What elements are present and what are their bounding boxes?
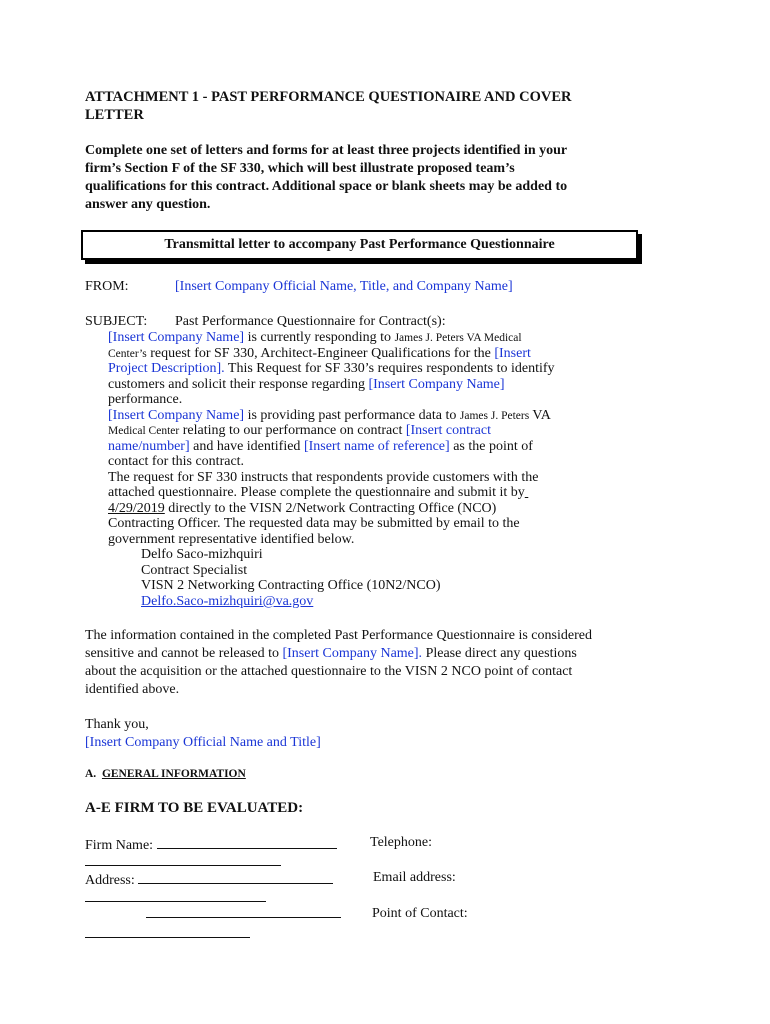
- intro-line-4: answer any question.: [85, 197, 211, 212]
- body-text: and have identified: [189, 439, 304, 454]
- address-input-line-2[interactable]: [146, 904, 341, 918]
- address-input-line-continued[interactable]: [85, 888, 266, 902]
- company-name-placeholder: [Insert Company Name].: [282, 646, 423, 661]
- intro-line-2: firm’s Section F of the SF 330, which will best illustrate proposed team’s: [85, 161, 515, 176]
- body-line: contact for this contract.: [108, 454, 245, 469]
- company-name-placeholder: [Insert Company Name]: [368, 377, 505, 392]
- body-line: [108, 330, 522, 346]
- transmittal-title: Transmittal letter to accompany Past Performance Questionnaire: [164, 237, 555, 252]
- closing-line-3: about the acquisition or the attached questionnaire to the VISN 2 NCO point of contact: [85, 664, 573, 679]
- body-text-small: James J. Peters: [459, 410, 530, 422]
- telephone-label: Telephone:: [370, 835, 432, 850]
- subject-value: Past Performance Questionnaire for Contract(s):: [175, 314, 446, 329]
- body-line: [108, 423, 491, 439]
- address-field: [85, 870, 333, 889]
- body-line: [108, 361, 555, 377]
- address-input-line[interactable]: [138, 870, 333, 884]
- body-text: is currently responding to: [244, 330, 395, 345]
- firm-name-input-line-continued[interactable]: [85, 852, 281, 866]
- body-text: directly to the VISN 2/Network Contracting Office (NCO): [164, 501, 497, 516]
- intro-line-3: qualifications for this contract. Additional space or blank sheets may be added to: [85, 179, 568, 194]
- body-text: VA: [529, 408, 551, 423]
- project-description-placeholder: Project Description].: [108, 361, 225, 376]
- contact-office: VISN 2 Networking Contracting Office (10N2/NCO): [141, 578, 441, 593]
- section-a-label: A.: [85, 768, 97, 780]
- body-text-small: Medical Center: [108, 425, 180, 437]
- body-text: attached questionnaire. Please complete the questionnaire and submit it by: [108, 485, 525, 500]
- project-description-placeholder: [Insert: [494, 346, 531, 361]
- contact-title: Contract Specialist: [141, 563, 248, 578]
- address-label: Address:: [85, 873, 135, 888]
- subject-label: SUBJECT:: [85, 314, 148, 329]
- section-a-title: GENERAL INFORMATION: [101, 768, 246, 780]
- closing-line-2: [85, 645, 577, 663]
- reference-placeholder: [Insert name of reference]: [303, 439, 450, 454]
- thank-you: Thank you,: [85, 717, 149, 732]
- body-line: The request for SF 330 instructs that respondents provide customers with the: [108, 470, 539, 485]
- firm-name-label: Firm Name:: [85, 838, 154, 853]
- body-text: request for SF 330, Architect-Engineer Qualifications for the: [146, 346, 495, 361]
- transmittal-title-box: [81, 230, 638, 260]
- firm-evaluated-heading: A-E FIRM TO BE EVALUATED:: [85, 800, 304, 816]
- point-of-contact-label: Point of Contact:: [372, 906, 468, 921]
- contact-email-link[interactable]: Delfo.Saco-mizhquiri@va.gov: [141, 594, 314, 609]
- document-title-line1: ATTACHMENT 1 - PAST PERFORMANCE QUESTIONAIRE AND COVER: [85, 89, 572, 105]
- body-line: [108, 501, 496, 517]
- closing-line-1: The information contained in the completed Past Performance Questionnaire is considered: [85, 628, 592, 643]
- body-text: sensitive and cannot be released to: [85, 646, 283, 661]
- from-value: [Insert Company Official Name, Title, and Company Name]: [175, 279, 513, 294]
- company-name-placeholder: [Insert Company Name]: [108, 330, 245, 345]
- body-line: [108, 408, 551, 424]
- due-date: 4/29/2019: [108, 501, 165, 516]
- contract-placeholder: [Insert contract: [405, 423, 491, 438]
- body-text: as the point of: [449, 439, 533, 454]
- body-line: performance.: [108, 392, 183, 407]
- body-line: [108, 346, 531, 362]
- firm-name-input-line[interactable]: [157, 835, 337, 849]
- contact-name: Delfo Saco-mizhquiri: [141, 547, 263, 562]
- body-line: [108, 485, 528, 501]
- body-text-small: Center’s: [108, 348, 147, 360]
- body-text: This Request for SF 330’s requires respondents to identify: [224, 361, 555, 376]
- document-title-line2: LETTER: [85, 107, 144, 123]
- intro-line-1: Complete one set of letters and forms for at least three projects identified in your: [85, 143, 568, 158]
- body-text-small: James J. Peters VA Medical: [394, 332, 522, 344]
- section-a-heading: [85, 768, 246, 780]
- body-line: [108, 377, 505, 393]
- address-input-line-3[interactable]: [85, 924, 250, 938]
- body-line: [108, 439, 533, 455]
- contract-placeholder: name/number]: [108, 439, 190, 454]
- body-text: Please direct any questions: [422, 646, 577, 661]
- body-text: relating to our performance on contract: [179, 423, 406, 438]
- body-text: customers and solicit their response regarding: [108, 377, 369, 392]
- body-line: government representative identified below.: [108, 532, 355, 547]
- company-name-placeholder: [Insert Company Name]: [108, 408, 245, 423]
- body-text: is providing past performance data to: [244, 408, 460, 423]
- body-line: Contracting Officer. The requested data may be submitted by email to the: [108, 516, 520, 531]
- signature-placeholder: [Insert Company Official Name and Title]: [85, 735, 321, 750]
- email-label: Email address:: [373, 870, 456, 885]
- from-label: FROM:: [85, 279, 129, 294]
- closing-line-4: identified above.: [85, 682, 180, 697]
